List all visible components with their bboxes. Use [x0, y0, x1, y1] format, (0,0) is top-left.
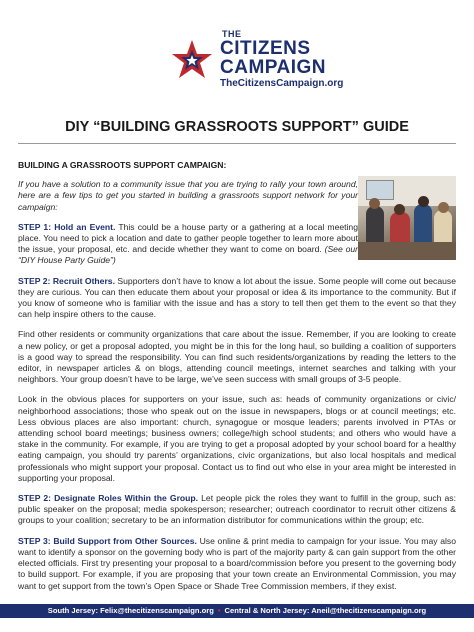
step-2b-title: Designate Roles Within the Group. [54, 493, 199, 504]
step-2-label: STEP 2: [18, 275, 51, 286]
title-divider [18, 143, 456, 144]
step-3-label: STEP 3: [18, 535, 51, 546]
step-1-paragraph [18, 222, 358, 267]
step-2b-label: STEP 2: [18, 493, 51, 504]
step-3-paragraph [18, 536, 456, 592]
step-2-paragraph [18, 276, 456, 321]
guide-content [18, 160, 456, 601]
logo-the: THE [222, 29, 242, 39]
footer-separator: • [217, 606, 221, 615]
step-2-body: Supporters don’t have to know a lot about the issue. Some people will come out because they are curious. You can then educate them about your proposal or idea & its importance to the community. But if you know of someone who is familiar with the issue and has a story to tell then get them to the event so that they can help inspire others to the cause. [18, 275, 456, 320]
step-1-note: (See our “DIY House Party Guide”) [18, 244, 358, 266]
footer-central-north-contact[interactable]: Central & North Jersey: Aneil@thecitizenscampaign.org [224, 606, 427, 615]
page-title: DIY “BUILDING GRASSROOTS SUPPORT” GUIDE [65, 119, 409, 135]
places-paragraph: Look in the obvious places for supporters on your issue, such as: heads of community organizations or civic/ neighborhood associations; those who speak out on the issue in newspapers, blogs or at council meetings; etc. Less obvious places are also important: church, synagogue or mosque leaders; parents involved in PTAs or attending school board meetings; business owners; college/high school students; and others who would have a stake in the community. For example, if you are trying to get a proposal adopted by your school board for a healthy eating campaign, you should try parents’ organizations, civic organizations, but also local hospitals and medical professionals who might support your proposal. Contact us to find out who else in your area might be interested in supporting your proposal. [18, 394, 456, 483]
logo-url[interactable]: TheCitizensCampaign.org [220, 78, 344, 89]
step-1-title: Hold an Event. [54, 221, 116, 232]
star-icon [170, 38, 214, 82]
step-3-title: Build Support from Other Sources. [53, 535, 197, 546]
step-3-body: Use online & print media to campaign for your issue. You may also want to identify a sponsor on the governing body who is part of the majority party & can gain support from the other elected officials. First try presenting your proposal to a board/commission before you present to the governing body to build support. For example, if you are proposing that your town create an Environmental Commission, you may want to get support from the town’s Open Space or Shade Tree Commission members, if they exist. [18, 535, 456, 591]
step-2b-paragraph [18, 493, 456, 527]
contact-footer [0, 604, 474, 618]
step-2-title: Recruit Others. [52, 275, 115, 286]
residents-paragraph: Find other residents or community organizations that care about the issue. Remember, if you are looking to create a new policy, or get a proposal adopted, you might be in this for the long haul, so building a coalition of supporters is a good way to spread the responsibility. You can find such residents/organizations by reading the letters to the editor, in newspaper articles & on blogs, attending council meetings, internet searches and talking with your neighbors. Your group doesn’t have to be large, we’ve seen success with small groups of 3-5 people. [18, 329, 456, 385]
logo-wordmark [220, 30, 343, 89]
logo-campaign: CAMPAIGN [220, 57, 327, 78]
intro-paragraph: If you have a solution to a community issue that you are trying to rally your town around, here are a few tips to get you started in building a grassroots support network for your campaign: [18, 179, 358, 212]
section-heading: BUILDING A GRASSROOTS SUPPORT CAMPAIGN: [18, 160, 227, 170]
step-1-label: STEP 1: [18, 221, 52, 232]
step-1-body: This could be a house party or a gathering at a local meeting place. You need to pick a location and date to gather people together to learn more about the issue, your proposal, etc. and decide whether they want to come on board. [18, 221, 358, 255]
footer-south-jersey-contact[interactable]: South Jersey: Felix@thecitizenscampaign.org [47, 606, 214, 615]
step-2b-body: Let people pick the roles they want to fulfill in the group, such as: public speaker on the proposal; media spokesperson; researcher; outreach coordinator to recruit other citizens & groups to your coalition; secretary to be an information distributor for communications within the group; etc. [18, 493, 456, 526]
citizens-campaign-logo [170, 30, 350, 100]
logo-citizens: CITIZENS [220, 38, 311, 59]
